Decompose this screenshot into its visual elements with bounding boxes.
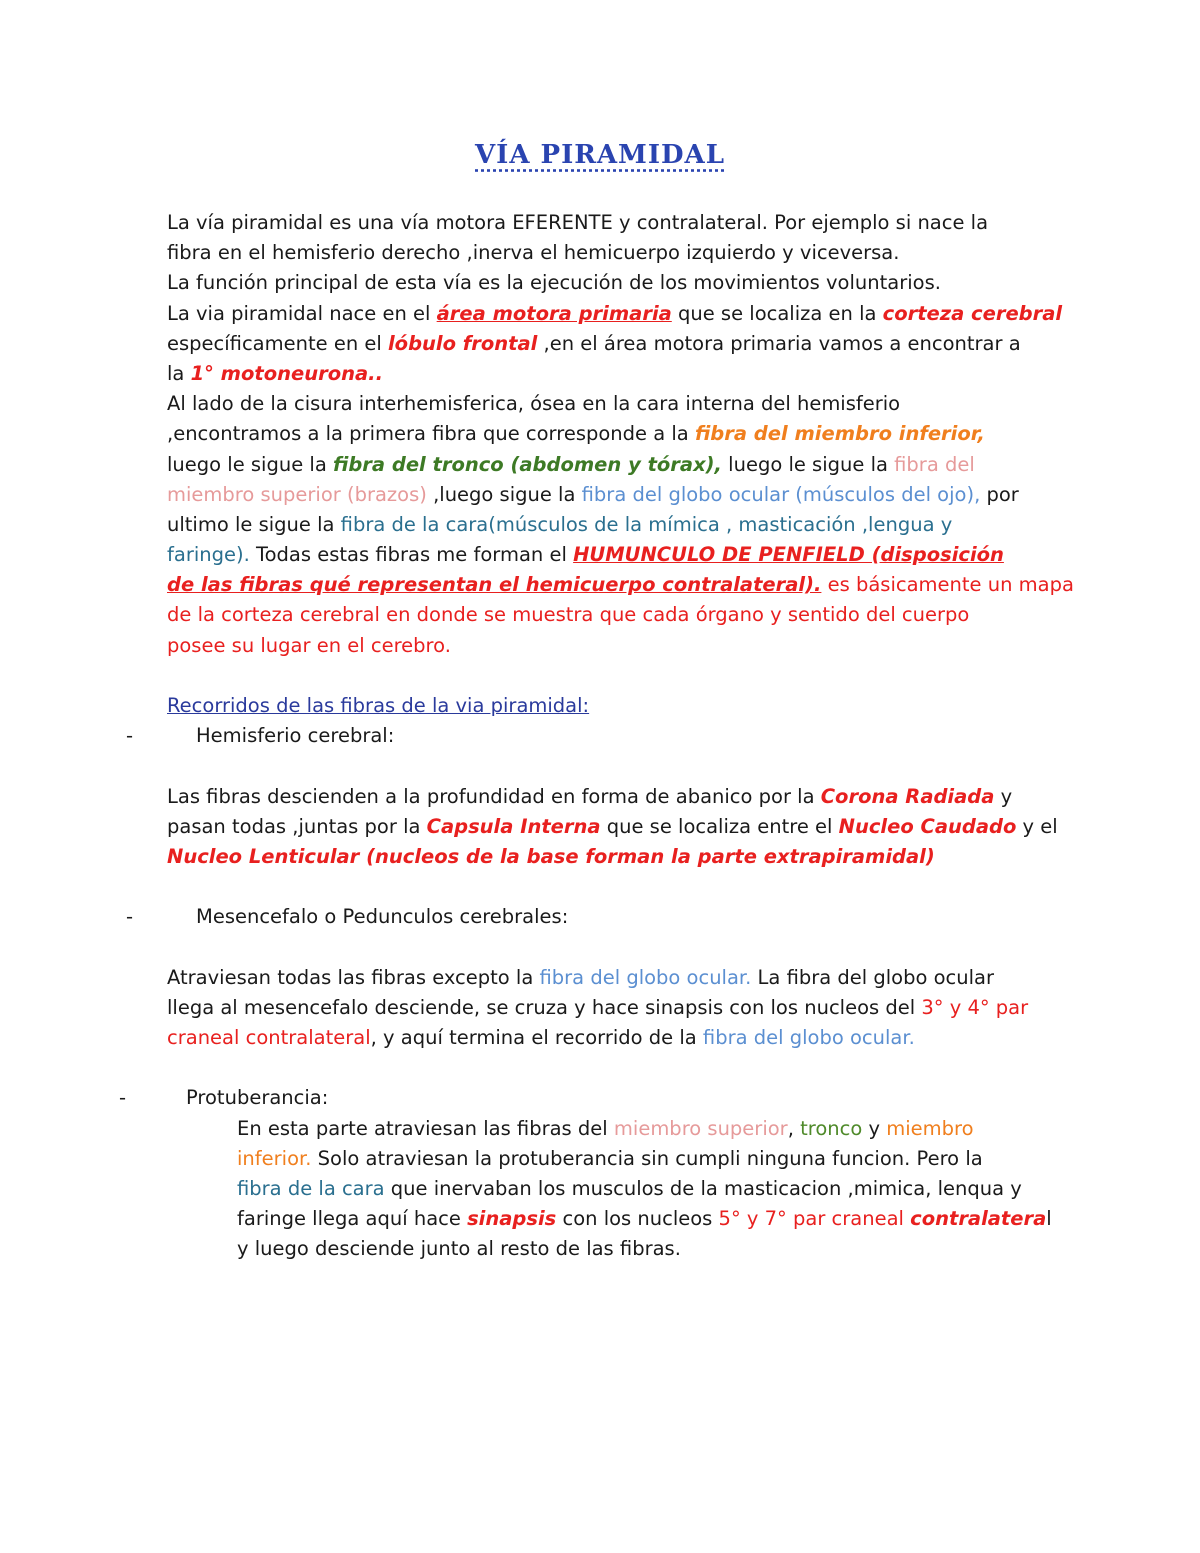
highlight-par-craneal: craneal contralateral	[167, 1026, 371, 1050]
highlight-par-craneal: 3° y 4° par	[921, 995, 1029, 1019]
text-red: de la corteza cerebral en donde se muestra que cada órgano y sentido del cuerpo	[167, 603, 970, 627]
text-line	[167, 600, 1047, 630]
highlight-motoneurona: 1° motoneurona..	[190, 361, 383, 385]
text-line	[167, 419, 1047, 449]
text: La fibra del globo ocular	[751, 965, 995, 989]
highlight-miembro-superior: miembro superior	[613, 1116, 788, 1140]
text-line	[167, 993, 1047, 1023]
highlight-lenticular: Nucleo Lenticular (nucleos de la base forman la parte extrapiramidal)	[167, 844, 935, 868]
text-line	[167, 329, 1047, 359]
text-red: posee su lugar en el cerebro.	[167, 633, 451, 657]
text: específicamente en el	[167, 331, 388, 355]
text-line	[167, 480, 1047, 510]
text: La vía piramidal es una vía motora EFERENTE y contralateral. Por ejemplo si nace la	[167, 211, 989, 234]
text: llega al mesencefalo desciende, se cruza y hace sinapsis con los nucleos del	[167, 995, 922, 1019]
text-line	[167, 208, 1047, 238]
highlight-par-craneal: 5° y 7° par craneal	[718, 1207, 911, 1231]
bullet-dash: -	[126, 905, 134, 929]
text: La via piramidal nace en el	[167, 301, 437, 325]
highlight-sinapsis: sinapsis	[467, 1207, 557, 1231]
text: y luego desciende junto al resto de las fibras.	[237, 1237, 681, 1261]
list-item	[63, 902, 1047, 932]
highlight-miembro-inferior: miembro	[886, 1116, 974, 1140]
text-line	[167, 570, 1074, 600]
text-red: es básicamente un mapa	[821, 573, 1074, 597]
text-line	[167, 510, 1047, 540]
blank-line	[167, 872, 1047, 902]
text: la	[167, 361, 191, 385]
text: que inervaban los musculos de la masticacion ,mimica, lenqua y	[384, 1177, 1022, 1200]
text: con los nucleos	[556, 1207, 719, 1231]
list-item-label: Hemisferio cerebral:	[196, 724, 395, 748]
text: ,en el área motora primaria vamos a encontrar a	[537, 331, 1021, 355]
blank-line	[167, 751, 1047, 781]
highlight-cara: fibra de la cara(músculos de la mímica , masticación ,lengua y	[340, 512, 953, 536]
text-line	[237, 1234, 1047, 1264]
text: luego le sigue la	[167, 452, 333, 476]
text: faringe llega aquí hace	[237, 1207, 468, 1231]
page-title: VÍA PIRAMIDAL	[475, 140, 725, 170]
text: fibra en el hemisferio derecho ,inerva el hemicuerpo izquierdo y viceversa.	[167, 241, 900, 265]
list-item	[63, 1083, 1047, 1113]
text: ,	[787, 1116, 801, 1140]
text-line	[167, 1023, 1047, 1053]
highlight-tronco: fibra del tronco (abdomen y tórax),	[332, 452, 722, 476]
highlight-lobulo: lóbulo frontal	[387, 331, 538, 355]
list-item-label: Protuberancia:	[186, 1086, 329, 1110]
text: luego le sigue la	[721, 452, 895, 476]
highlight-corteza: corteza cerebral	[882, 301, 1063, 325]
text-line	[167, 389, 1047, 419]
highlight-globo-ocular: fibra del globo ocular (músculos del ojo),	[581, 482, 981, 506]
text: Las fibras descienden a la profundidad en forma de abanico por la	[167, 784, 821, 808]
highlight-miembro-inferior: fibra del miembro inferior,	[694, 422, 985, 446]
text-line	[167, 450, 1047, 480]
text: y	[862, 1116, 887, 1140]
text-line	[167, 299, 1063, 329]
highlight-corona: Corona Radiada	[820, 784, 995, 808]
text-line	[237, 1114, 1047, 1144]
highlight-humunculo: HUMUNCULO DE PENFIELD (disposición	[573, 543, 1004, 567]
text: Atraviesan todas las fibras excepto la	[167, 965, 540, 989]
text-line	[167, 540, 1047, 570]
text: ultimo le sigue la	[167, 512, 341, 536]
protuberancia-paragraph	[237, 1114, 1052, 1265]
text-line	[237, 1204, 1052, 1234]
highlight-tronco: tronco	[800, 1116, 863, 1140]
bullet-dash: -	[119, 1086, 127, 1110]
text: La función principal de esta vía es la ejecución de los movimientos voluntarios.	[167, 271, 941, 295]
text: Todas estas fibras me forman el	[249, 543, 574, 567]
bullet-dash: -	[126, 724, 134, 748]
text: l	[1046, 1207, 1052, 1231]
text-line	[167, 268, 1047, 298]
highlight-globo-ocular: fibra del globo ocular.	[539, 965, 752, 989]
text: que se localiza en la	[671, 301, 883, 325]
intro-paragraph	[167, 208, 1074, 661]
highlight-globo-ocular: fibra del globo ocular.	[702, 1026, 915, 1050]
text: ,encontramos a la primera fibra que corresponde a la	[167, 422, 695, 446]
text: y	[994, 784, 1013, 808]
text-line	[167, 631, 1047, 661]
highlight-contralateral: contralatera	[910, 1207, 1047, 1231]
highlight-miembro-superior: fibra del	[894, 452, 975, 476]
list-item	[63, 721, 1047, 751]
highlight-cara: faringe).	[167, 543, 250, 567]
text-line	[167, 842, 1047, 872]
text: que se localiza entre el	[600, 814, 839, 838]
text-line	[167, 782, 1047, 812]
text-line	[167, 238, 1047, 268]
highlight-humunculo: de las fibras qué representan el hemicuerpo contralateral).	[167, 573, 822, 597]
highlight-capsula: Capsula Interna	[426, 814, 601, 838]
list-item-label: Mesencefalo o Pedunculos cerebrales:	[196, 905, 569, 929]
text-line	[237, 1174, 1047, 1204]
recorridos-section	[119, 691, 1058, 1265]
highlight-miembro-superior: miembro superior (brazos)	[167, 482, 427, 506]
text: , y aquí termina el recorrido de la	[370, 1026, 703, 1050]
text: y el	[1016, 814, 1058, 838]
highlight-caudado: Nucleo Caudado	[838, 814, 1017, 838]
section-heading: Recorridos de las fibras de la via piramidal:	[167, 694, 590, 717]
section-heading-line	[167, 691, 1047, 721]
text: ,luego sigue la	[426, 482, 582, 506]
text-line	[237, 1144, 1047, 1174]
highlight-area-motora: área motora primaria	[436, 301, 672, 325]
text: Solo atraviesan la protuberancia sin cumpli ninguna funcion. Pero la	[311, 1146, 983, 1170]
text-line	[167, 963, 1047, 993]
text: por	[980, 482, 1019, 506]
highlight-cara: fibra de la cara	[237, 1177, 385, 1200]
text: En esta parte atraviesan las fibras del	[237, 1116, 614, 1140]
text-line	[167, 359, 1047, 389]
blank-line	[167, 1053, 1047, 1083]
blank-line	[167, 933, 1047, 963]
text: Al lado de la cisura interhemisferica, ósea en la cara interna del hemisferio	[167, 392, 901, 416]
text-line	[167, 812, 1058, 842]
text: pasan todas ,juntas por la	[167, 814, 427, 838]
highlight-miembro-inferior: inferior.	[237, 1146, 312, 1170]
